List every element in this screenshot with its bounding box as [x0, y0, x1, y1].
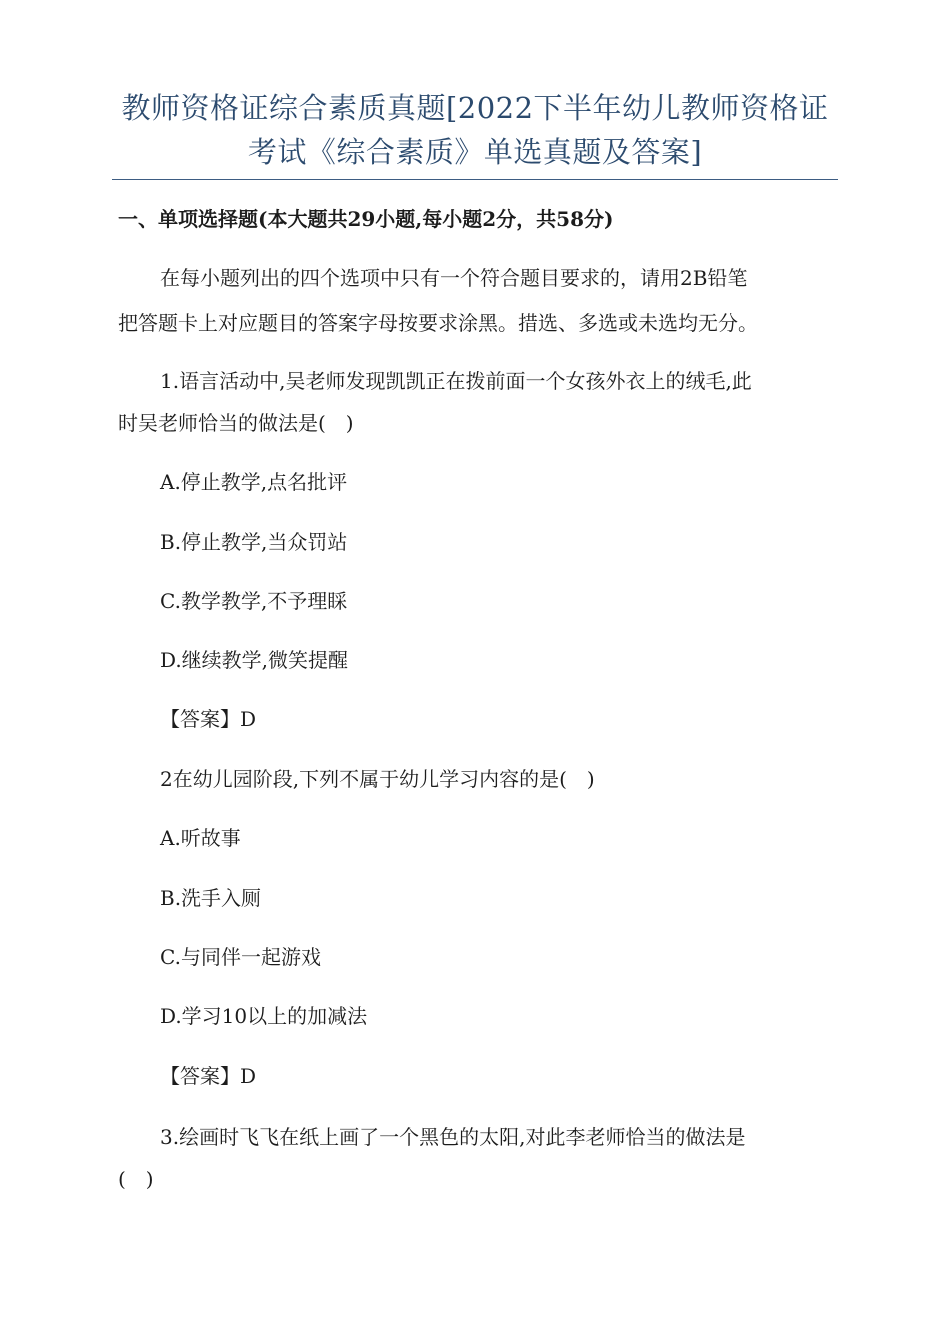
question-2-stem-line-1: 2在幼儿园阶段,下列不属于幼儿学习内容的是( )	[160, 767, 595, 791]
question-1-option-a: A.停止教学,点名批评	[160, 470, 348, 494]
title-divider	[112, 179, 838, 180]
question-3-stem-line-2: ( )	[118, 1167, 154, 1191]
question-1-stem-line-2: 时吴老师恰当的做法是( )	[118, 411, 354, 435]
question-1-option-c: C.教学教学,不予理睬	[160, 589, 348, 613]
question-2-option-c: C.与同伴一起游戏	[160, 945, 321, 969]
instructions-line-1: 在每小题列出的四个选项中只有一个符合题目要求的，请用2B铅笔	[160, 266, 748, 290]
instructions-line-2: 把答题卡上对应题目的答案字母按要求涂黑。措选、多选或未选均无分。	[118, 311, 758, 335]
document-title	[110, 86, 840, 174]
question-2-option-b: B.洗手入厕	[160, 886, 262, 910]
question-1-stem-line-1: 1.语言活动中,吴老师发现凯凯正在拨前面一个女孩外衣上的绒毛,此	[160, 369, 752, 393]
question-2-option-a: A.听故事	[160, 826, 241, 850]
question-3-stem-line-1: 3.绘画时飞飞在纸上画了一个黑色的太阳,对此李老师恰当的做法是	[160, 1125, 746, 1149]
title-line-2: 考试《综合素质》单选真题及答案]	[247, 135, 703, 169]
question-2-answer: 【答案】D	[160, 1064, 257, 1088]
question-1-option-b: B.停止教学,当众罚站	[160, 530, 348, 554]
question-1-option-d: D.继续教学,微笑提醒	[160, 648, 349, 672]
title-line-1: 教师资格证综合素质真题[2022下半年幼儿教师资格证	[121, 91, 829, 125]
section-heading: 一、单项选择题(本大题共29小题,每小题2分，共58分)	[118, 207, 614, 231]
question-1-answer: 【答案】D	[160, 707, 257, 731]
question-2-option-d: D.学习10以上的加减法	[160, 1004, 368, 1028]
